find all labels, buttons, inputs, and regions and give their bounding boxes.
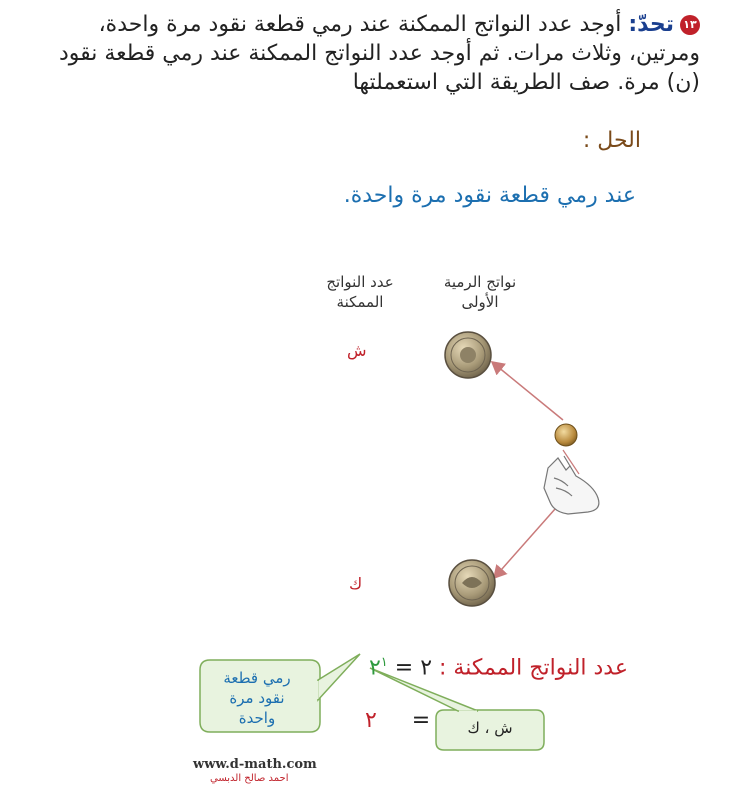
site-url: www.d-math.com xyxy=(193,757,317,772)
callout-toss-once-text: رمي قطعة نقود مرة واحدة xyxy=(223,669,291,727)
header-possible-outcomes-count: عدد النواتج الممكنة xyxy=(326,273,394,311)
hand-icon xyxy=(544,450,599,514)
header-first-toss-outcomes: نواتج الرمية الأولى xyxy=(443,273,517,311)
callout-outcomes-pair-text: ش ، ك xyxy=(467,719,513,737)
result-line xyxy=(365,708,430,733)
branch-to-heads xyxy=(492,362,563,420)
result-value: ٢ xyxy=(365,708,377,733)
count-equals: = xyxy=(394,655,414,681)
problem-text: أوجد عدد النواتج الممكنة عند رمي قطعة نقود مرة واحدة، ومرتين، وثلاث مرات. ثم أوجد عدد النواتج الممكنة عند رمي قطعة نقود (ن) مرة. صف الطريقة التي استعملتها xyxy=(58,12,700,95)
count-label: عدد النواتج الممكنة : xyxy=(439,655,628,681)
tossed-coin-icon xyxy=(555,424,577,446)
coin-tails-icon xyxy=(449,560,495,606)
count-base: ٢ xyxy=(368,655,381,681)
challenge-label: تحدّ: xyxy=(628,12,674,37)
author-name: احمد صالح الدبسي xyxy=(210,773,289,784)
solution-label: الحل : xyxy=(582,128,641,153)
result-equals: = xyxy=(411,708,431,733)
branch-to-tails xyxy=(494,500,563,578)
count-left-value: ٢ xyxy=(420,655,433,681)
count-exponent: ١ xyxy=(380,655,388,670)
coin-heads-icon xyxy=(445,332,491,378)
case-subheading: عند رمي قطعة نقود مرة واحدة. xyxy=(343,183,636,208)
problem-number-badge: ١٣ xyxy=(680,15,700,35)
outcome-heads-label: ش xyxy=(347,341,367,360)
outcome-tails-label: ك xyxy=(349,574,363,593)
outcomes-count-line xyxy=(369,655,628,680)
